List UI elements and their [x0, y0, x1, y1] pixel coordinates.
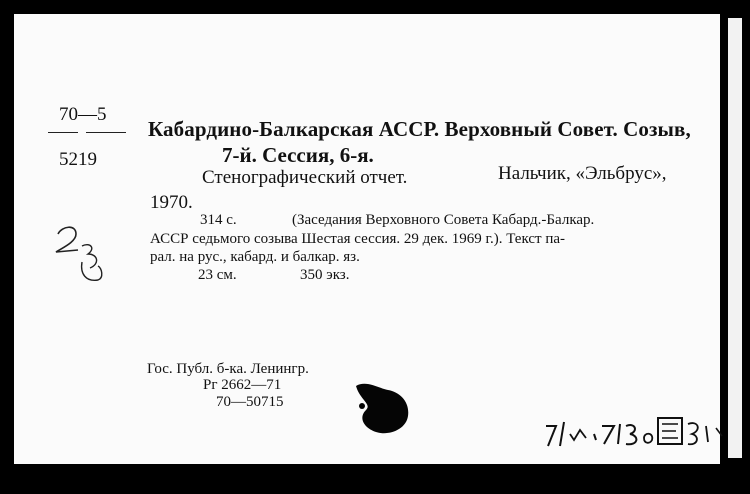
card-edge — [728, 18, 742, 458]
card-place: Нальчик, «Эльбрус», — [498, 163, 667, 184]
card-heading-line2: 7-й. Сессия, 6-я. — [222, 143, 374, 167]
ink-blot-icon — [348, 378, 418, 438]
card-note-line1: (Заседания Верховного Совета Кабард.-Балкар. — [292, 212, 595, 228]
card-copies: 350 экз. — [300, 267, 350, 283]
card-size: 23 см. — [198, 267, 237, 283]
card-year: 1970. — [150, 192, 193, 213]
class-number-bottom: 5219 — [59, 149, 97, 170]
library-line3: 70—50715 — [216, 394, 284, 410]
card-pages: 314 с. — [200, 212, 237, 228]
card-subtitle: Стенографический отчет. — [202, 167, 408, 188]
handwritten-number-icon — [540, 404, 730, 454]
class-divider-left — [48, 132, 78, 133]
card-note-line2: АССР седьмого созыва Шестая сессия. 29 дек. 1969 г.). Текст па- — [150, 231, 566, 247]
library-line1: Гос. Публ. б-ка. Ленингр. — [147, 361, 309, 377]
class-number-top: 70—5 — [59, 104, 107, 125]
card-heading-line1: Кабардино-Балкарская АССР. Верховный Совет. Созыв, — [148, 117, 691, 141]
handwritten-mark-icon — [48, 222, 108, 292]
class-divider-right — [86, 132, 126, 133]
card-note-line3: рал. на рус., кабард. и балкар. яз. — [150, 249, 360, 265]
library-line2: Рг 2662—71 — [203, 377, 282, 393]
